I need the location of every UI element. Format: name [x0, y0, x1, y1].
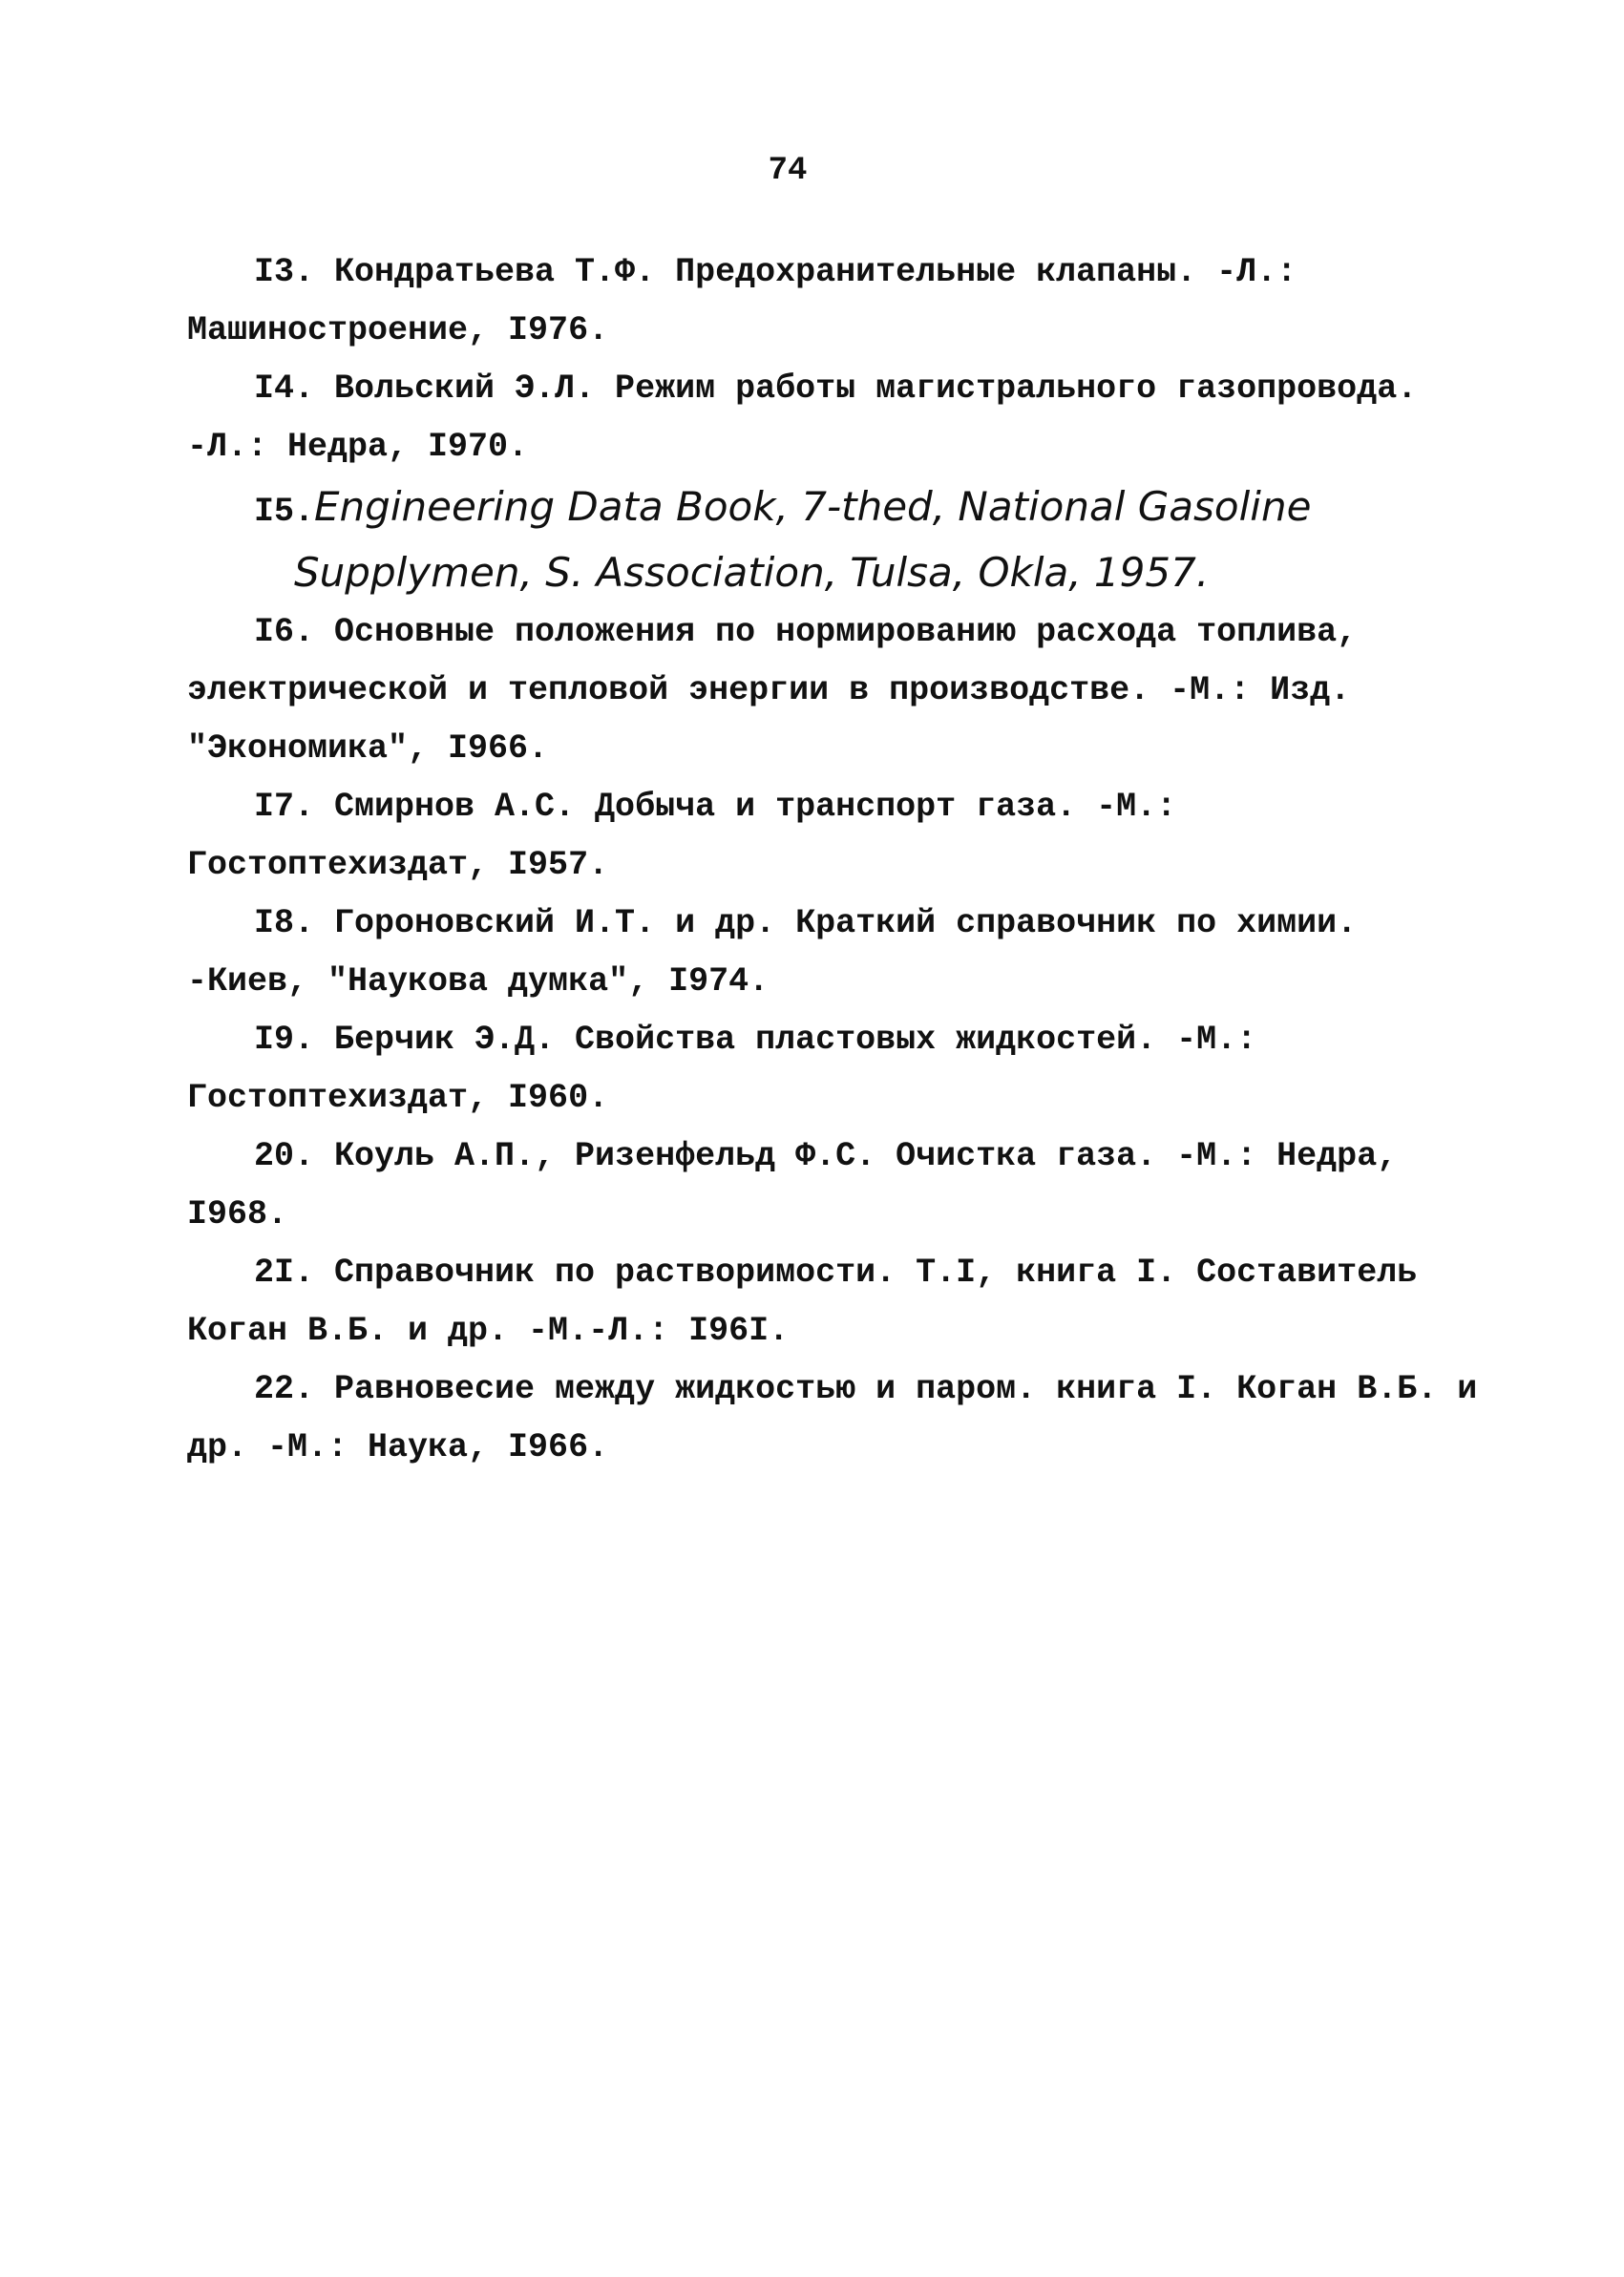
reference-list — [187, 243, 1495, 1477]
reference-item-15-handwritten — [187, 476, 1495, 603]
reference-item-15-line1-text: Engineering Data Book, 7-thed, National Gasoline — [314, 483, 1312, 530]
reference-item-20: 20. Коуль А.П., Ризенфельд Ф.С. Очистка газа. -М.: Недра, I968. — [187, 1137, 1398, 1233]
reference-item-15-line2: Supplymen, S. Association, Tulsa, Okla, 1957. — [294, 549, 1210, 596]
reference-item-22: 22. Равновесие между жидкостью и паром. книга I. Коган В.Б. и др. -М.: Наука, I966. — [187, 1370, 1478, 1466]
reference-item-13: I3. Кондратьева Т.Ф. Предохранительные клапаны. -Л.: Машиностроение, I976. — [187, 253, 1297, 349]
reference-item-21: 2I. Справочник по растворимости. Т.I, книга I. Составитель Коган В.Б. и др. -М.-Л.: I96I. — [187, 1254, 1418, 1350]
reference-item-19: I9. Берчик Э.Д. Свойства пластовых жидкостей. -М.: Гостоптехиздат, I960. — [187, 1021, 1257, 1117]
reference-item-16: I6. Основные положения по нормированию расхода топлива, электрической и тепловой энергии в производстве. -М.: Изд. "Экономика", I966. — [187, 613, 1358, 768]
reference-item-17: I7. Смирнов А.С. Добыча и транспорт газа. -М.: Гостоптехиздат, I957. — [187, 788, 1177, 884]
reference-item-15-number: I5. — [254, 493, 315, 531]
reference-item-15-line1 — [254, 476, 1495, 542]
reference-item-14: I4. Вольский Э.Л. Режим работы магистрального газопровода. -Л.: Недра, I970. — [187, 369, 1418, 466]
page-number: 74 — [768, 153, 808, 189]
reference-item-18: I8. Гороновский И.Т. и др. Краткий справочник по химии. -Киев, "Наукова думка", I974. — [187, 904, 1358, 1001]
